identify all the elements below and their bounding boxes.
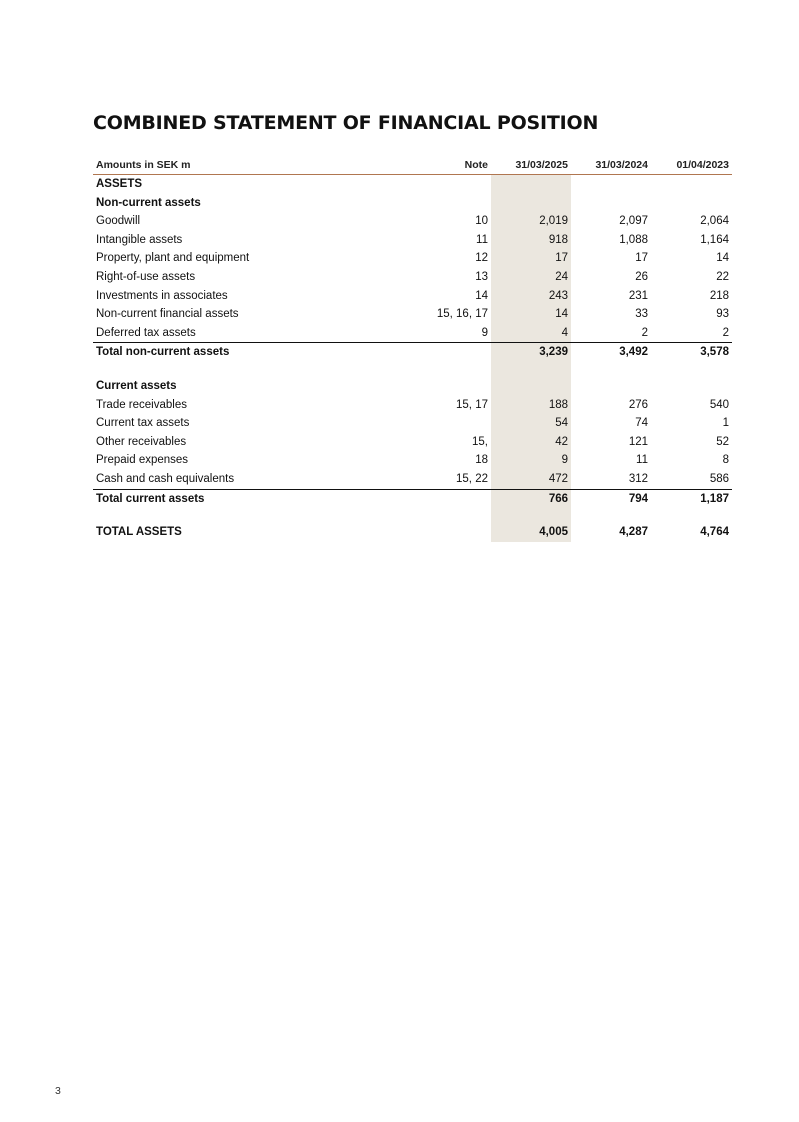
row-label: Current tax assets [96, 417, 190, 430]
row-value-2023: 4,764 [700, 526, 729, 539]
row-value-2023: 8 [722, 454, 729, 467]
page-title: COMBINED STATEMENT OF FINANCIAL POSITION [93, 112, 599, 134]
row-note: 14 [475, 289, 488, 302]
row-value-2024: 794 [571, 489, 651, 508]
table-row [93, 470, 732, 489]
row-note: 15, 16, 17 [436, 308, 488, 321]
row-value-2023: 14 [716, 252, 729, 265]
row-label: Trade receivables [96, 398, 187, 411]
row-value-2023 [651, 175, 732, 194]
row-value-2024: 26 [635, 270, 648, 283]
row-label: Right-of-use assets [96, 270, 196, 283]
table-row [93, 433, 732, 452]
row-value-2025: 188 [491, 396, 571, 415]
row-value-2023 [651, 194, 732, 213]
row-note: 15, 22 [456, 472, 488, 485]
row-value-2024: 11 [636, 454, 648, 467]
row-label: Non-current financial assets [96, 308, 239, 321]
row-value-2024: 312 [628, 472, 648, 485]
row-value-2025: 42 [491, 433, 571, 452]
row-note [409, 377, 491, 396]
row-note: 10 [475, 215, 488, 228]
header-2025: 31/03/2025 [491, 156, 571, 175]
row-value-2024: 33 [635, 308, 648, 321]
row-label: Deferred tax assets [96, 326, 196, 339]
row-label: Prepaid expenses [96, 454, 189, 467]
header-note: Note [409, 156, 491, 175]
total-row [93, 489, 732, 508]
header-amounts: Amounts in SEK m [93, 156, 409, 175]
row-value-2025: 17 [491, 249, 571, 268]
row-value-2024: 231 [628, 289, 648, 302]
row-value-2025 [491, 175, 571, 194]
row-value-2024: 3,492 [571, 343, 651, 362]
row-label: Investments in associates [96, 289, 228, 302]
row-value-2024: 2,097 [619, 215, 648, 228]
row-note: 15, 17 [456, 398, 488, 411]
row-value-2025: 243 [491, 287, 571, 306]
row-value-2023: 2,064 [700, 215, 729, 228]
row-note [409, 175, 491, 194]
row-value-2023: 586 [709, 472, 729, 485]
header-2023: 01/04/2023 [651, 156, 732, 175]
row-label: Total non-current assets [93, 343, 409, 362]
spacer-row [93, 362, 732, 377]
row-value-2023 [651, 377, 732, 396]
row-value-2024: 2 [641, 326, 648, 339]
row-label: ASSETS [96, 178, 143, 190]
row-value-2023: 2 [722, 326, 729, 339]
row-value-2023: 52 [716, 435, 729, 448]
row-note [409, 194, 491, 213]
row-value-2024 [571, 377, 651, 396]
row-label: Goodwill [96, 215, 141, 228]
row-value-2025 [491, 377, 571, 396]
row-note: 13 [475, 270, 488, 283]
row-value-2025: 14 [491, 305, 571, 324]
row-note [409, 523, 491, 542]
row-value-2024: 4,287 [619, 526, 648, 539]
table-row [93, 175, 732, 194]
row-label: Intangible assets [96, 233, 183, 246]
row-value-2025: 9 [491, 451, 571, 470]
row-value-2023: 1,164 [700, 233, 729, 246]
table-row [93, 451, 732, 470]
row-value-2025: 3,239 [491, 343, 571, 362]
row-note: 11 [476, 233, 488, 246]
row-value-2024 [571, 175, 651, 194]
row-note: 15, [472, 435, 488, 448]
total-row [93, 343, 732, 362]
row-value-2024: 276 [628, 398, 648, 411]
financial-position-table [93, 156, 732, 542]
table-row [93, 194, 732, 213]
table-row [93, 249, 732, 268]
table-header-row [93, 156, 732, 175]
table-row [93, 305, 732, 324]
row-value-2025 [491, 194, 571, 213]
table-row [93, 287, 732, 306]
row-note: 18 [475, 454, 488, 467]
row-value-2025: 24 [491, 268, 571, 287]
row-label: Cash and cash equivalents [96, 472, 235, 485]
row-value-2025: 54 [491, 414, 571, 433]
row-value-2023: 93 [716, 308, 729, 321]
row-value-2023: 3,578 [651, 343, 732, 362]
grand-total-row [93, 523, 732, 542]
row-value-2025: 4,005 [491, 523, 571, 542]
page-number: 3 [55, 1085, 61, 1097]
row-label: Current assets [96, 379, 177, 392]
row-value-2023: 218 [709, 289, 729, 302]
row-value-2023: 22 [716, 270, 729, 283]
header-2024: 31/03/2024 [571, 156, 651, 175]
row-value-2025: 2,019 [491, 212, 571, 231]
row-value-2025: 918 [491, 231, 571, 250]
row-value-2023: 1,187 [651, 489, 732, 508]
row-value-2025: 766 [491, 489, 571, 508]
row-note [409, 414, 491, 433]
row-value-2025: 4 [491, 324, 571, 343]
table-row [93, 212, 732, 231]
table-row [93, 324, 732, 343]
row-label: Other receivables [96, 435, 187, 448]
spacer-row [93, 508, 732, 523]
row-value-2024: 1,088 [619, 233, 648, 246]
row-note [409, 489, 491, 508]
row-label: Non-current assets [96, 196, 201, 209]
table-row [93, 268, 732, 287]
table-row [93, 377, 732, 396]
row-value-2024: 74 [635, 417, 648, 430]
row-label: TOTAL ASSETS [96, 526, 182, 539]
table-row [93, 414, 732, 433]
row-note [409, 343, 491, 362]
row-value-2023: 1 [722, 417, 729, 430]
row-label: Property, plant and equipment [96, 252, 250, 265]
row-value-2025: 472 [491, 470, 571, 489]
row-value-2024: 121 [628, 435, 648, 448]
row-value-2024 [571, 194, 651, 213]
table-row [93, 396, 732, 415]
row-note: 12 [475, 252, 488, 265]
row-value-2024: 17 [635, 252, 648, 265]
table-row [93, 231, 732, 250]
row-label: Total current assets [93, 489, 409, 508]
row-value-2023: 540 [709, 398, 729, 411]
row-note: 9 [481, 326, 488, 339]
